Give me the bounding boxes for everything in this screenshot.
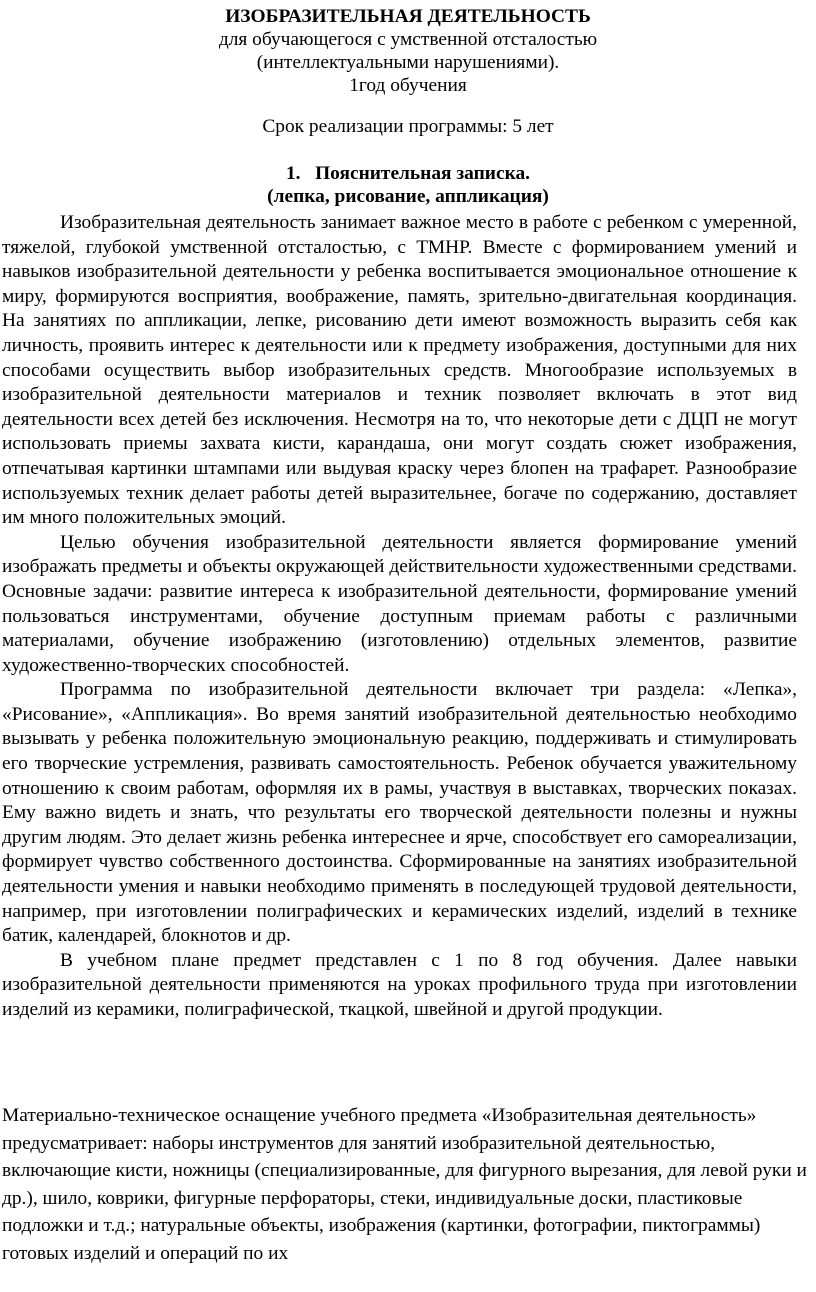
document-subtitle-line2: (интеллектуальными нарушениями). [256,52,560,73]
document-subtitle-line1: для обучающегося с умственной отсталостью [218,29,598,50]
paragraph-2: Целью обучения изобразительной деятельности является формирование умений изображать предметы и объекты окружающей действительности художественными средствами. Основные задачи: развитие интереса к изобразительной деятельности, формирование умений пользоваться инструментами, обучение доступным приемам работы с различными материалами, обучение изображению (изготовлению) отдельных элементов, развитие художественно-творческих способностей. [2,531,797,676]
paragraph-4: В учебном плане предмет представлен с 1 по 8 год обучения. Далее навыки изобразительной деятельности применяются на уроках профильного труда при изготовлении изделий из керамики, полиграфической, ткацкой, швейной и другой продукции. [2,949,797,1020]
paragraph-1: Изобразительная деятельность занимает важное место в работе с ребенком с умеренной, тяжелой, глубокой умственной отсталостью, с ТМНР. Вместе с формированием умений и навыков изобразительной деятельности у ребенка воспитывается эмоциональное отношение к миру, формируются восприятия, воображение, память, зрительно-двигательная координация. На занятиях по аппликации, лепке, рисованию дети имеют возможность выразить себя как личность, проявить интерес к деятельности или к предмету изображения, доступными для них способами осуществить выбор изобразительных средств. Многообразие используемых в изобразительной деятельности материалов и техник позволяет включать в этот вид деятельности всех детей без исключения. Несмотря на то, что некоторые дети с ДЦП не могут использовать приемы захвата кисти, карандаша, они могут создать сюжет изображения, отпечатывая картинки штампами или выдувая краску через блопен на трафарет. Разнообразие используемых техник делает работы детей выразительнее, богаче по содержанию, доставляет им много положительных эмоций. [2,212,797,529]
equipment-paragraph: Материально-техническое оснащение учебного предмета «Изобразительная деятельность» предусматривает: наборы инструментов для занятий изобразительной деятельностью, включающие кисти, ножницы (специализированные, для фигурного вырезания, для левой руки и др.), шило, коврики, фигурные перфораторы, стеки, индивидуальные доски, пластиковые подложки и т.д.; натуральные объекты, изображения (картинки, фотографии, пиктограммы) готовых изделий и операций по их [2,1105,807,1264]
program-term: Срок реализации программы: 5 лет [262,116,554,137]
explanatory-note-body [2,211,797,1023]
paragraph-3: Программа по изобразительной деятельности включает три раздела: «Лепка», «Рисование», «Аппликация». Во время занятий изобразительной деятельностью необходимо вызывать у ребенка положительную эмоциональную реакцию, поддерживать и стимулировать его творческие устремления, развивать самостоятельность. Ребенок обучается уважительному отношению к своим работам, оформляя их в рамы, участвуя в выставках, творческих показах. Ему важно видеть и знать, что результаты его творческой деятельности полезны и нужны другим людям. Это делает жизнь ребенка интереснее и ярче, способствует его самореализации, формирует чувство собственного достоинства. Сформированные на занятиях изобразительной деятельности умения и навыки необходимо применять в последующей трудовой деятельности, например, при изготовлении полиграфических и керамических изделий, изделий в технике батик, календарей, блокнотов и др. [2,679,797,947]
document-title: ИЗОБРАЗИТЕЛЬНАЯ ДЕЯТЕЛЬНОСТЬ [225,6,591,27]
section-heading: 1. Пояснительная записка. [285,163,530,184]
year-of-study: 1год обучения [349,75,467,96]
section-subheading: (лепка, рисование, аппликация) [267,186,549,207]
